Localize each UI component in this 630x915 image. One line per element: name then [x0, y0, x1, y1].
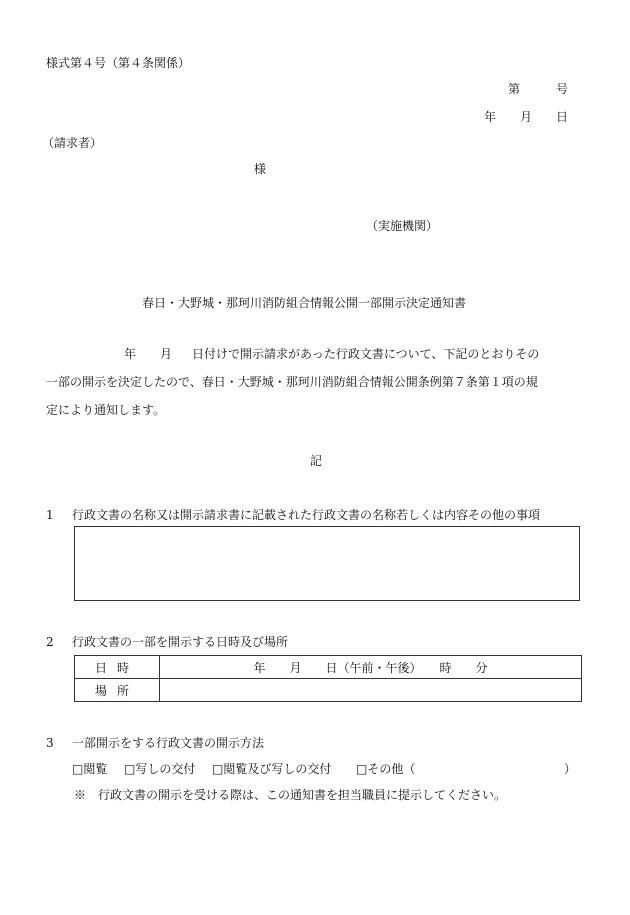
body-line-1-text: 日付けで開示請求があった行政文書について、下記のとおりその	[192, 347, 540, 361]
section3-title: 一部開示をする行政文書の開示方法	[72, 736, 265, 750]
datetime-value[interactable]: 年 月 日（午前・午後） 時 分	[160, 656, 582, 679]
agency-label: （実施機関）	[366, 219, 439, 233]
option-other-close: ）	[564, 762, 577, 776]
body-date-blank: 年 月	[124, 347, 173, 361]
option-other[interactable]: □その他（	[356, 762, 416, 776]
option-both[interactable]: □閲覧及び写しの交付	[212, 762, 332, 776]
section2-title: 行政文書の一部を開示する日時及び場所	[72, 635, 289, 649]
datetime-label: 日時	[75, 656, 160, 679]
schedule-table	[74, 655, 582, 702]
section3-number: 3	[46, 736, 54, 750]
option-etsuran[interactable]: □閲覧	[72, 762, 108, 776]
section1-input-box[interactable]	[74, 526, 580, 601]
document-title: 春日・大野城・那珂川消防組合情報公開一部開示決定通知書	[142, 296, 467, 310]
place-label: 場所	[75, 679, 160, 702]
section2-number: 2	[46, 635, 54, 649]
body-line-1	[46, 340, 586, 368]
section1-title: 行政文書の名称又は開示請求書に記載された行政文書の名称若しくは内容その他の事項	[72, 508, 541, 522]
option-copy[interactable]: □写しの交付	[124, 762, 196, 776]
notice-note: ※ 行政文書の開示を受ける際は、この通知書を担当職員に提示してください。	[74, 788, 507, 802]
place-value[interactable]	[160, 679, 582, 702]
table-row	[75, 679, 582, 702]
requester-label: （請求者）	[42, 136, 103, 150]
document-number: 第 号	[508, 82, 569, 96]
table-row	[75, 656, 582, 679]
ki-heading: 記	[310, 454, 323, 468]
form-number: 様式第４号（第４条関係）	[46, 56, 191, 70]
section1-number: 1	[46, 508, 54, 522]
body-paragraph	[46, 340, 586, 424]
body-line-3: 定により通知します。	[46, 403, 166, 417]
honorific: 様	[254, 162, 267, 176]
issue-date: 年 月 日	[484, 110, 569, 124]
body-line-2: 一部の開示を決定したので、春日・大野城・那珂川消防組合情報公開条例第７条第１項の規	[46, 375, 538, 389]
